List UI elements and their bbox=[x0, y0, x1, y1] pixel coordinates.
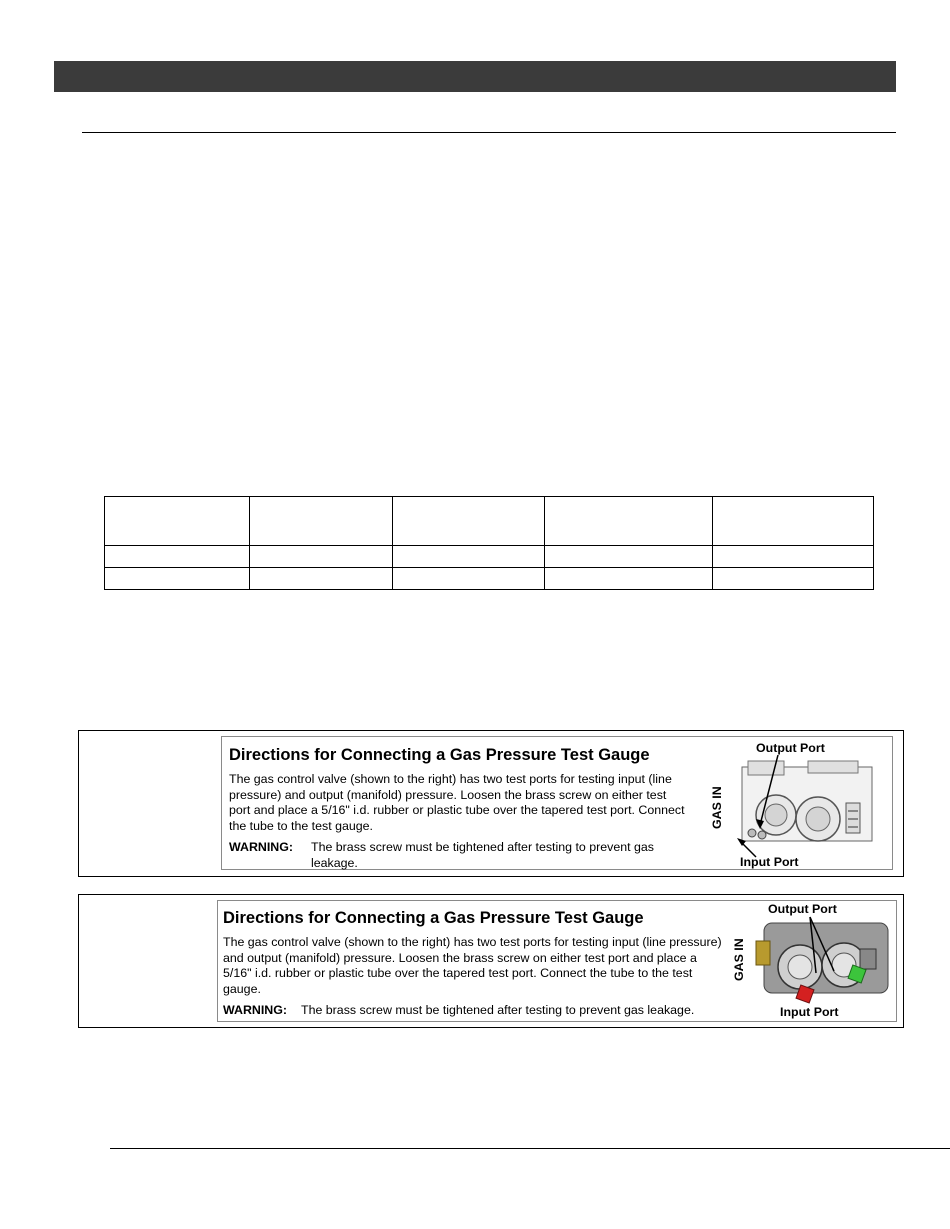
table-cell bbox=[713, 546, 874, 568]
table-header-cell bbox=[393, 497, 545, 546]
table-cell bbox=[545, 568, 713, 590]
warning-note bbox=[229, 840, 699, 870]
table-cell bbox=[545, 546, 713, 568]
warning-text: The brass screw must be tightened after testing to prevent gas leakage. bbox=[311, 840, 654, 870]
output-port-label: Output Port bbox=[768, 902, 837, 916]
warning-label: WARNING: bbox=[223, 1003, 288, 1017]
label-title: Directions for Connecting a Gas Pressure Test Gauge bbox=[229, 746, 650, 764]
gas-valve-figure bbox=[730, 901, 896, 1021]
warning-text: The brass screw must be tightened after testing to prevent gas leakage. bbox=[301, 1003, 695, 1017]
output-port-label: Output Port bbox=[756, 741, 825, 755]
warning-label: WARNING: bbox=[229, 840, 294, 854]
gas-valve-drawing bbox=[698, 737, 892, 869]
table-header-cell bbox=[713, 497, 874, 546]
table-header-row bbox=[105, 497, 874, 546]
gauge-directions-label bbox=[217, 900, 897, 1022]
table-cell bbox=[250, 568, 393, 590]
gauge-directions-panel bbox=[78, 730, 904, 877]
gas-valve-drawing bbox=[730, 901, 896, 1021]
label-body: The gas control valve (shown to the right) has two test ports for testing input (line pressure) and output (manifold) pressure. Loosen the brass screw on either test port and place a 5/16" i.d. rubber or plastic tube over the tapered test port. Connect the tube to the test gauge. bbox=[229, 772, 685, 833]
label-body: The gas control valve (shown to the right) has two test ports for testing input (line pressure) and output (manifold) pressure. Loosen the brass screw on either test port and place a 5/16" i.d. rubber or plastic tube over the tapered test port. Connect the tube to the test gauge. bbox=[223, 935, 722, 996]
gauge-directions-label bbox=[221, 736, 893, 870]
gauge-directions-panel bbox=[78, 894, 904, 1028]
table-header-cell bbox=[105, 497, 250, 546]
table-cell bbox=[713, 568, 874, 590]
warning-note bbox=[223, 1003, 728, 1019]
pressure-table bbox=[104, 496, 874, 590]
footer-rule bbox=[110, 1148, 950, 1149]
table-cell bbox=[105, 546, 250, 568]
input-port-label: Input Port bbox=[740, 855, 799, 869]
section-header-bar bbox=[54, 61, 896, 92]
gas-in-label: GAS IN bbox=[710, 786, 724, 829]
table-cell bbox=[393, 568, 545, 590]
heading-rule bbox=[82, 132, 896, 133]
table-row bbox=[105, 546, 874, 568]
table-cell bbox=[105, 568, 250, 590]
label-title: Directions for Connecting a Gas Pressure Test Gauge bbox=[223, 909, 644, 927]
table-row bbox=[105, 568, 874, 590]
gas-valve-figure bbox=[698, 737, 892, 869]
table-cell bbox=[250, 546, 393, 568]
table-cell bbox=[393, 546, 545, 568]
input-port-label: Input Port bbox=[780, 1005, 839, 1019]
table-header-cell bbox=[250, 497, 393, 546]
gas-in-label: GAS IN bbox=[732, 938, 746, 981]
table-header-cell bbox=[545, 497, 713, 546]
